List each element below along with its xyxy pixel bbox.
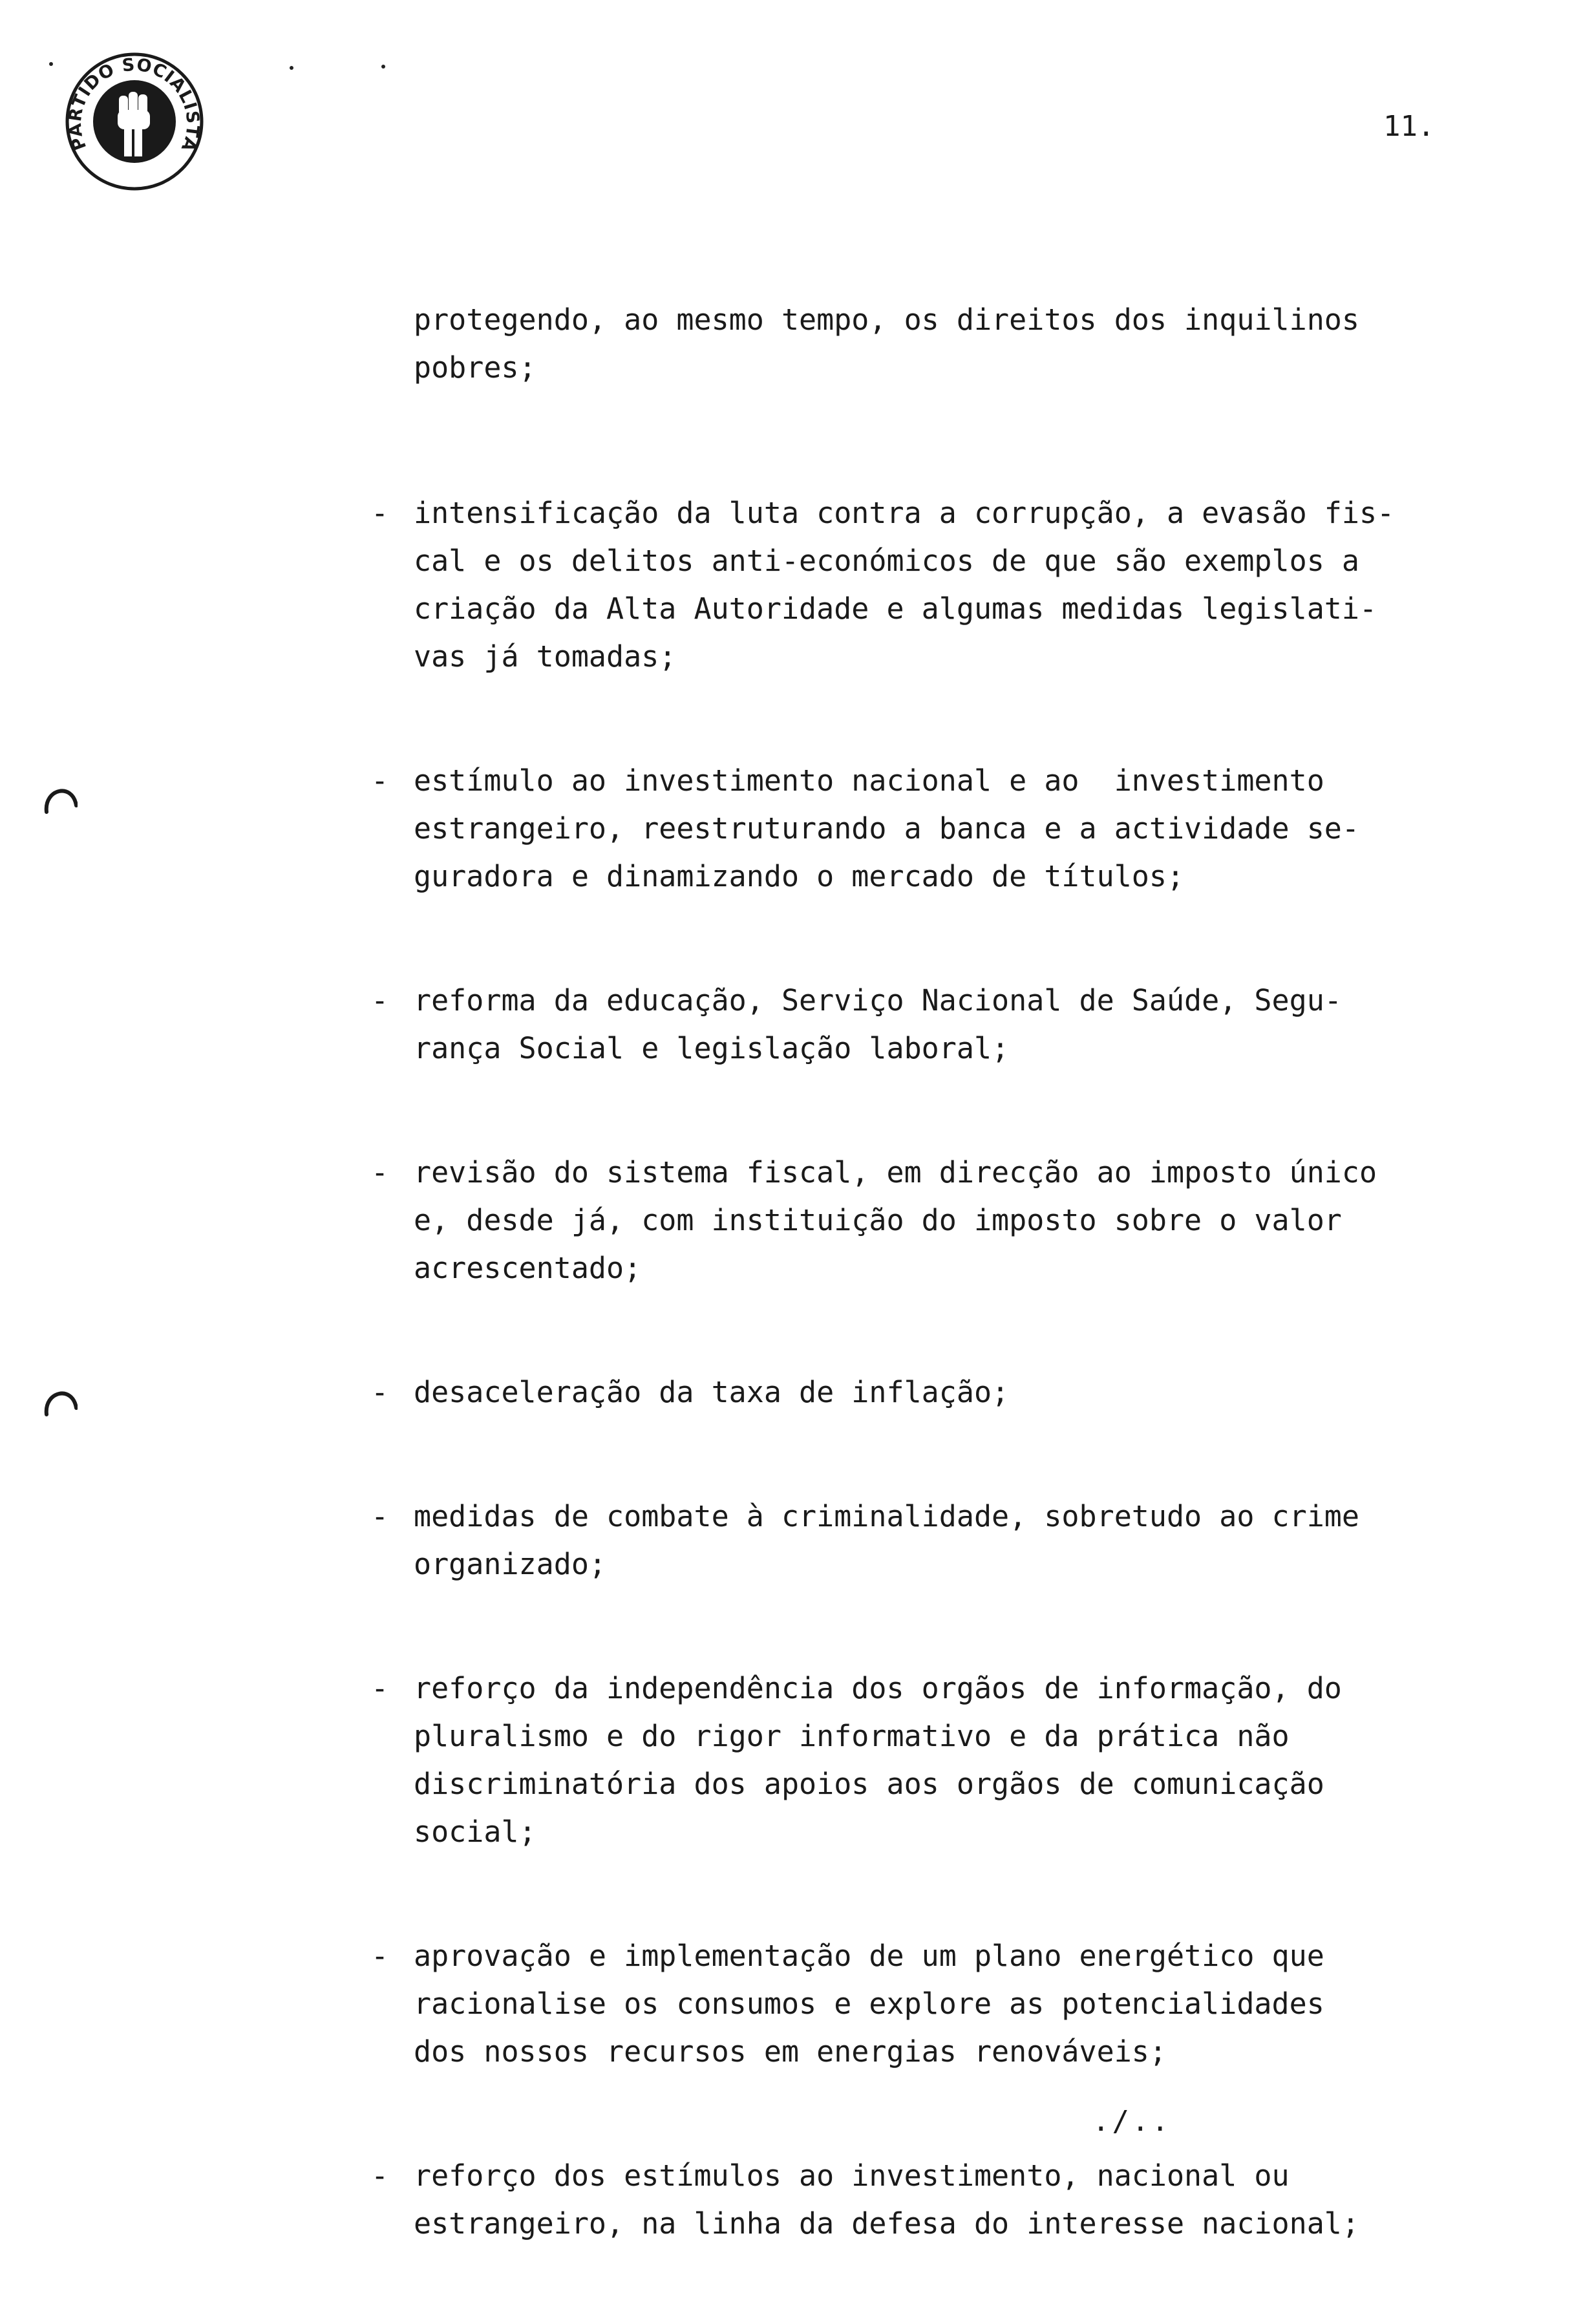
bullet-dash: - xyxy=(371,1671,389,1705)
page-number: 11. xyxy=(1383,110,1435,143)
text-line: discriminatória dos apoios aos orgãos de comunicação xyxy=(414,1767,1324,1801)
text-line: estrangeiro, na linha da defesa do interesse nacional; xyxy=(414,2206,1359,2241)
hole-punch-mark xyxy=(43,1382,78,1417)
text-line: reforço dos estímulos ao investimento, nacional ou xyxy=(414,2159,1290,2193)
text-line: intensificação da luta contra a corrupção, a evasão fis- xyxy=(414,496,1395,530)
bullet-dash: - xyxy=(371,496,389,530)
text-line: desaceleração da taxa de inflação; xyxy=(414,1375,1010,1409)
text-line: rança Social e legislação laboral; xyxy=(414,1031,1010,1065)
text-line: reforço da independência dos orgãos de informação, do xyxy=(414,1671,1342,1705)
text-line: protegendo, ao mesmo tempo, os direitos dos inquilinos xyxy=(414,303,1359,337)
text-line: guradora e dinamizando o mercado de títulos; xyxy=(414,859,1185,893)
list-item xyxy=(371,757,1496,901)
list-item xyxy=(371,1493,1496,1588)
hole-punch-mark xyxy=(43,780,78,815)
bullet-dash: - xyxy=(371,1939,389,1973)
text-line: criação da Alta Autoridade e algumas medidas legislati- xyxy=(414,592,1377,626)
bullet-dash: - xyxy=(371,763,389,798)
text-line: social; xyxy=(414,1815,536,1849)
list-item xyxy=(371,1932,1496,2076)
text-line: pobres; xyxy=(414,350,536,385)
text-line: cal e os delitos anti-económicos de que são exemplos a xyxy=(414,544,1359,578)
list-item xyxy=(371,977,1496,1072)
text-line: vas já tomadas; xyxy=(414,639,677,674)
text-line: dos nossos recursos em energias renováveis; xyxy=(414,2034,1167,2069)
text-line: reforma da educação, Serviço Nacional de Saúde, Segu- xyxy=(414,983,1342,1018)
party-logo xyxy=(63,50,206,193)
list-item xyxy=(371,1665,1496,1856)
list-item xyxy=(371,489,1496,681)
bullet-dash: - xyxy=(371,983,389,1018)
bullet-dash: - xyxy=(371,2159,389,2193)
list-item xyxy=(371,1149,1496,1292)
list-item xyxy=(371,2152,1496,2248)
text-line: acrescentado; xyxy=(414,1251,642,1285)
bullet-dash: - xyxy=(371,1499,389,1533)
bullet-dash: - xyxy=(371,1375,389,1409)
text-line: medidas de combate à criminalidade, sobretudo ao crime xyxy=(414,1499,1359,1533)
list-item xyxy=(371,1369,1496,1416)
text-line: e, desde já, com instituição do imposto sobre o valor xyxy=(414,1203,1342,1237)
logo-lettering: PARTIDO SOCIALISTA xyxy=(65,54,203,155)
text-line: racionalise os consumos e explore as potencialidades xyxy=(414,1987,1324,2021)
text-line: organizado; xyxy=(414,1547,607,1581)
bullet-dash: - xyxy=(371,1155,389,1189)
text-line: estrangeiro, reestruturando a banca e a actividade se- xyxy=(414,811,1359,846)
continued-paragraph xyxy=(414,296,1496,392)
continuation-mark: ./.. xyxy=(1092,2105,1171,2138)
text-line: aprovação e implementação de um plano energético que xyxy=(414,1939,1324,1973)
text-line: pluralismo e do rigor informativo e da prática não xyxy=(414,1719,1290,1753)
document-body xyxy=(371,296,1496,2324)
text-line: estímulo ao investimento nacional e ao investimento xyxy=(414,763,1324,798)
text-line: revisão do sistema fiscal, em direcção ao imposto único xyxy=(414,1155,1377,1189)
